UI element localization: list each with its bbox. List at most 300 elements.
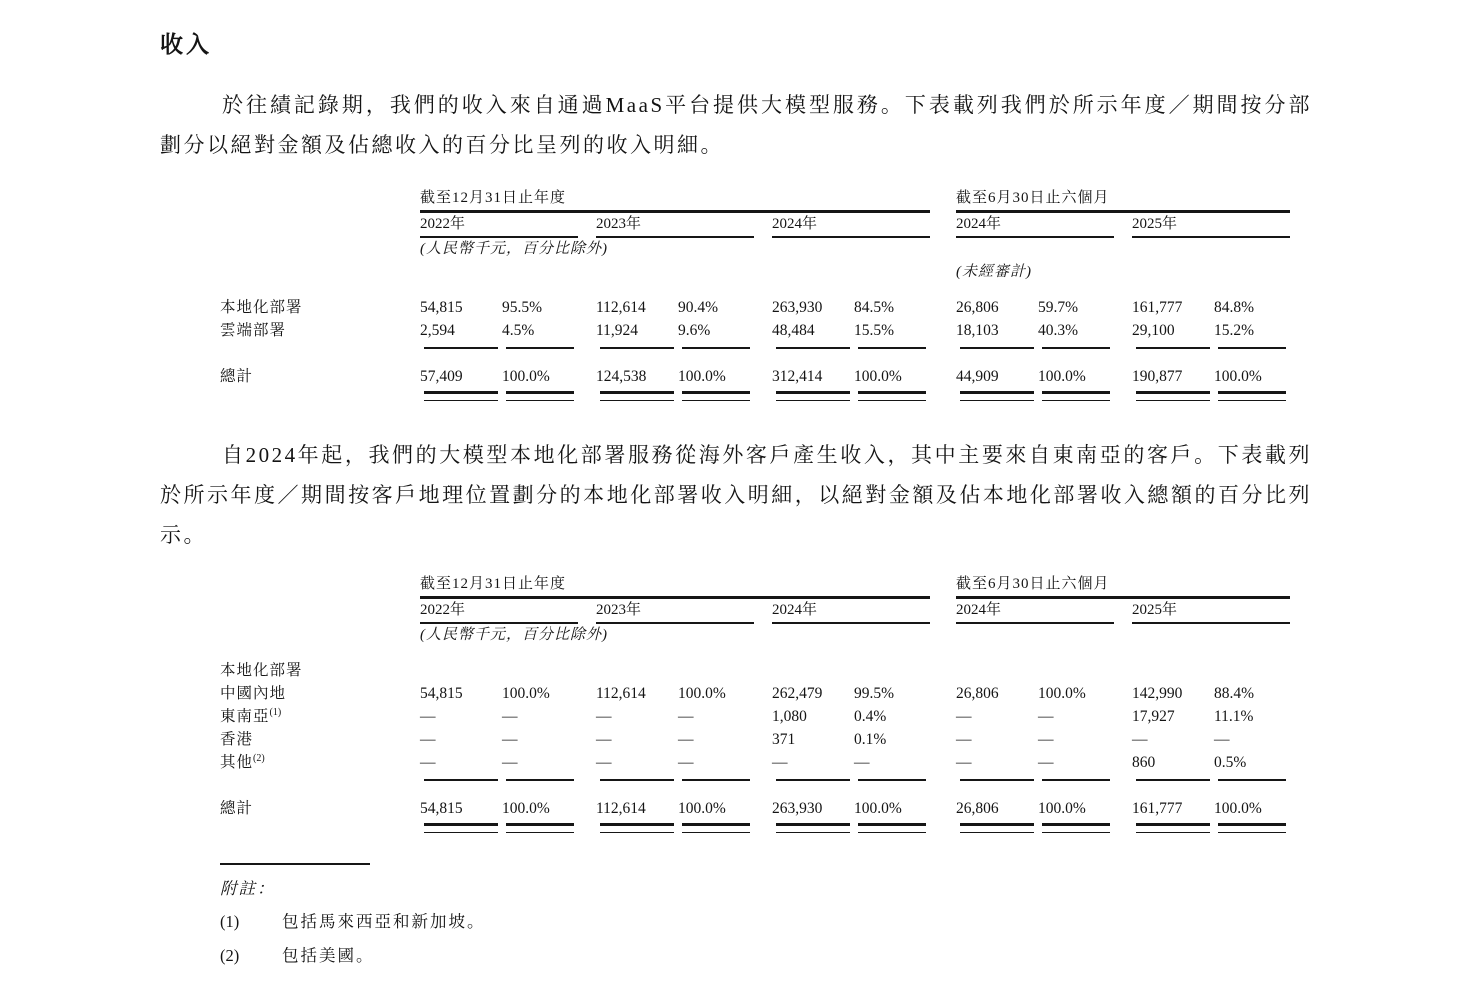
spacer-cell (1114, 296, 1132, 319)
spacer-cell (220, 349, 1290, 365)
spacer-cell (930, 365, 956, 388)
cell-percent: 40.3% (1038, 322, 1079, 339)
table-cell (220, 623, 420, 647)
table-cell (930, 237, 956, 261)
footnote-number: (1) (220, 912, 240, 931)
cell-percent: — (502, 708, 518, 725)
double-rule (420, 388, 502, 401)
table-row (220, 797, 1290, 820)
cell-percent: 100.0% (502, 685, 550, 702)
rule-line (424, 342, 498, 349)
cell-amount: 142,990 (1132, 685, 1183, 702)
cell-percent: 99.5% (854, 685, 895, 702)
spacer-cell (754, 682, 772, 705)
row-label: 本地化部署 (220, 299, 303, 316)
cell-amount: — (420, 754, 436, 771)
cell-percent: — (678, 731, 694, 748)
single-rule (596, 342, 678, 349)
spacer-cell (578, 388, 596, 401)
cell-amount: 312,414 (772, 368, 823, 385)
double-rule (1038, 820, 1114, 833)
cell-amount: — (596, 708, 612, 725)
cell-amount: 44,909 (956, 368, 999, 385)
spacer-cell (754, 820, 772, 833)
table-cell (220, 820, 420, 833)
spacer-cell (930, 728, 956, 751)
spacer-cell (754, 751, 772, 774)
table-row (220, 682, 1290, 705)
row-label: 總計 (220, 368, 254, 385)
rule-line (600, 342, 674, 349)
table-cell (930, 261, 956, 284)
footnote-item (220, 911, 1312, 933)
spacer-cell (578, 820, 596, 833)
cell-amount: 48,484 (772, 322, 815, 339)
rule-line (776, 823, 850, 833)
spacer-cell (578, 319, 596, 342)
single-rule (1038, 774, 1114, 781)
single-rule (678, 342, 754, 349)
single-rule (420, 342, 502, 349)
cell-amount: 57,409 (420, 368, 463, 385)
rule-line (960, 342, 1034, 349)
spacer-cell (578, 598, 596, 624)
spacer-cell (220, 781, 1290, 797)
spacer-cell (578, 342, 596, 349)
double-rule-row (220, 820, 1290, 833)
double-rule (596, 388, 678, 401)
spacer-cell (754, 365, 772, 388)
year-header: 2024年 (956, 212, 1114, 238)
year-header: 2024年 (772, 212, 930, 238)
row-label: 中國內地 (220, 685, 287, 702)
rule-line (1042, 774, 1110, 781)
cell-percent: 84.5% (854, 299, 895, 316)
spacer-cell (578, 728, 596, 751)
year-header-row (220, 212, 1290, 238)
cell-amount (956, 659, 1038, 682)
rule-line (960, 823, 1034, 833)
table-cell (220, 187, 420, 212)
spacer-cell (930, 705, 956, 728)
rule-line (858, 774, 926, 781)
table-cell (956, 237, 1290, 261)
row-label: 其他$^{(2)}$ (220, 752, 265, 771)
spacer-cell (578, 797, 596, 820)
table-cell (220, 573, 420, 598)
spacer-cell (754, 598, 772, 624)
cell-amount: 161,777 (1132, 299, 1183, 316)
row-label: 雲端部署 (220, 322, 287, 339)
rule-line (1136, 774, 1210, 781)
currency-unit-note: (人民幣千元，百分比除外) (420, 627, 608, 643)
spacer-cell (930, 296, 956, 319)
table-row (220, 751, 1290, 774)
cell-percent: — (502, 754, 518, 771)
cell-amount: — (772, 754, 788, 771)
table-cell (930, 573, 956, 598)
single-rule (772, 774, 854, 781)
cell-percent: — (502, 731, 518, 748)
spacer-cell (220, 647, 1290, 659)
cell-amount: 263,930 (772, 299, 823, 316)
spacer-cell (1114, 319, 1132, 342)
footnote-text: 包括美國。 (282, 946, 375, 965)
cell-amount: 112,614 (596, 685, 646, 702)
cell-percent: 9.6% (678, 322, 711, 339)
cell-percent: 100.0% (502, 800, 550, 817)
cell-amount: 54,815 (420, 685, 463, 702)
annual-period-header: 截至12月31日止年度 (420, 187, 930, 212)
year-header: 2022年 (420, 212, 578, 238)
cell-amount: 26,806 (956, 800, 999, 817)
spacer-cell (1114, 598, 1132, 624)
cell-percent: 100.0% (1038, 800, 1086, 817)
single-rule (1038, 342, 1114, 349)
geography-revenue-table-container (220, 573, 1312, 833)
spacer-cell (1114, 797, 1132, 820)
rule-line (858, 342, 926, 349)
cell-percent: 11.1% (1214, 708, 1254, 725)
single-rule (956, 774, 1038, 781)
spacer-cell (754, 705, 772, 728)
cell-amount: 161,777 (1132, 800, 1183, 817)
single-rule (1214, 342, 1290, 349)
rule-line (776, 391, 850, 401)
double-rule (1214, 388, 1290, 401)
spacer-cell (1114, 212, 1132, 238)
cell-amount: — (956, 708, 972, 725)
table-cell (220, 261, 420, 284)
rule-line (682, 774, 750, 781)
cell-percent: 84.8% (1214, 299, 1255, 316)
table-cell (220, 237, 420, 261)
spacer-cell (930, 319, 956, 342)
spacer-cell (754, 319, 772, 342)
cell-amount (596, 659, 678, 682)
rule-line (1136, 391, 1210, 401)
single-rule (956, 342, 1038, 349)
spacer-cell (1114, 682, 1132, 705)
rule-line (424, 774, 498, 781)
cell-percent: 100.0% (678, 685, 726, 702)
rule-line (1218, 391, 1286, 401)
single-rule (1132, 774, 1214, 781)
table-row (220, 659, 1290, 682)
row-label: 東南亞$^{(1)}$ (220, 706, 282, 725)
double-rule (772, 820, 854, 833)
unaudited-note: (未經審計) (956, 264, 1032, 280)
spacer-cell (754, 797, 772, 820)
spacer-cell (754, 342, 772, 349)
spacer-cell (754, 774, 772, 781)
unit-note-row (220, 237, 1290, 261)
rule-line (682, 823, 750, 833)
table-cell (930, 623, 956, 647)
table-row (220, 319, 1290, 342)
segment-revenue-table-container (220, 187, 1312, 401)
cell-percent: — (1214, 731, 1230, 748)
cell-amount: 263,930 (772, 800, 823, 817)
double-rule (678, 820, 754, 833)
rule-line (776, 342, 850, 349)
rule-line (600, 823, 674, 833)
spacer-row (220, 349, 1290, 365)
table-cell (220, 598, 420, 624)
table-cell (956, 623, 1290, 647)
spacer-cell (578, 682, 596, 705)
table-cell (220, 388, 420, 401)
table-cell (220, 774, 420, 781)
single-rule-row (220, 774, 1290, 781)
single-rule (854, 342, 930, 349)
cell-percent: — (678, 708, 694, 725)
spacer-cell (930, 659, 956, 682)
cell-amount (772, 659, 854, 682)
spacer-cell (220, 284, 1290, 296)
double-rule (1132, 820, 1214, 833)
cell-percent (1038, 659, 1114, 682)
single-rule (772, 342, 854, 349)
cell-amount: — (596, 754, 612, 771)
footnote-text: 包括馬來西亞和新加坡。 (282, 912, 486, 931)
interim-period-header: 截至6月30日止六個月 (956, 573, 1290, 598)
cell-amount: — (420, 731, 436, 748)
period-header-row (220, 187, 1290, 212)
cell-percent: — (1038, 731, 1054, 748)
cell-percent: 88.4% (1214, 685, 1255, 702)
rule-line (506, 391, 574, 401)
cell-amount: 26,806 (956, 299, 999, 316)
spacer-cell (754, 659, 772, 682)
rule-line (1218, 342, 1286, 349)
cell-amount: 860 (1132, 754, 1156, 771)
cell-amount: 18,103 (956, 322, 999, 339)
cell-amount: 26,806 (956, 685, 999, 702)
rule-line (506, 823, 574, 833)
rule-line (424, 823, 498, 833)
spacer-cell (1114, 365, 1132, 388)
footnotes-label: 附註： (220, 879, 276, 898)
cell-percent: 59.7% (1038, 299, 1079, 316)
spacer-row (220, 647, 1290, 659)
rule-line (858, 823, 926, 833)
cell-percent: 0.5% (1214, 754, 1247, 771)
cell-amount: — (420, 708, 436, 725)
spacer-cell (930, 388, 956, 401)
cell-percent: 4.5% (502, 322, 535, 339)
single-rule (854, 774, 930, 781)
double-rule (854, 820, 930, 833)
rule-line (1042, 342, 1110, 349)
cell-percent: — (854, 754, 870, 771)
single-rule-row (220, 342, 1290, 349)
spacer-cell (930, 820, 956, 833)
spacer-cell (930, 774, 956, 781)
rule-line (600, 774, 674, 781)
cell-amount (1132, 659, 1214, 682)
cell-amount: 2,594 (420, 322, 455, 339)
cell-percent (1214, 659, 1290, 682)
double-rule (502, 388, 578, 401)
spacer-row (220, 284, 1290, 296)
cell-percent (678, 659, 754, 682)
spacer-cell (1114, 820, 1132, 833)
cell-percent: 95.5% (502, 299, 543, 316)
single-rule (596, 774, 678, 781)
spacer-cell (1114, 728, 1132, 751)
year-header: 2023年 (596, 598, 754, 624)
spacer-cell (930, 342, 956, 349)
table-row (220, 296, 1290, 319)
footnote-item (220, 945, 1312, 967)
cell-percent: — (1038, 754, 1054, 771)
rule-line (600, 391, 674, 401)
cell-amount: 190,877 (1132, 368, 1183, 385)
table-row (220, 705, 1290, 728)
double-rule (596, 820, 678, 833)
cell-amount: 29,100 (1132, 322, 1175, 339)
rule-line (682, 391, 750, 401)
year-header: 2022年 (420, 598, 578, 624)
spacer-cell (754, 388, 772, 401)
spacer-cell (578, 365, 596, 388)
cell-percent: — (678, 754, 694, 771)
cell-percent: 100.0% (678, 800, 726, 817)
spacer-cell (1114, 659, 1132, 682)
spacer-row (220, 781, 1290, 797)
double-rule (772, 388, 854, 401)
unaudited-note-row (220, 261, 1290, 284)
double-rule (678, 388, 754, 401)
double-rule-row (220, 388, 1290, 401)
cell-percent: 100.0% (854, 800, 902, 817)
single-rule (1132, 342, 1214, 349)
spacer-cell (578, 751, 596, 774)
cell-percent: 90.4% (678, 299, 719, 316)
table-cell (1132, 261, 1290, 284)
interim-period-header: 截至6月30日止六個月 (956, 187, 1290, 212)
page-title: 收入 (160, 32, 212, 57)
period-header-row (220, 573, 1290, 598)
localized-deployment-by-geography-table (220, 573, 1290, 833)
table-cell (220, 212, 420, 238)
rule-line (506, 774, 574, 781)
spacer-cell (578, 659, 596, 682)
cell-amount: — (596, 731, 612, 748)
cell-percent: 100.0% (1038, 368, 1086, 385)
table-cell (930, 187, 956, 212)
spacer-cell (754, 212, 772, 238)
table-cell (1114, 261, 1132, 284)
rule-line (776, 774, 850, 781)
spacer-cell (930, 682, 956, 705)
spacer-cell (930, 797, 956, 820)
cell-amount: 124,538 (596, 368, 647, 385)
cell-amount (420, 659, 502, 682)
double-rule (956, 820, 1038, 833)
double-rule (956, 388, 1038, 401)
spacer-cell (1114, 388, 1132, 401)
cell-percent: 15.2% (1214, 322, 1255, 339)
spacer-cell (578, 774, 596, 781)
year-header: 2024年 (956, 598, 1114, 624)
spacer-cell (754, 296, 772, 319)
revenue-by-segment-table (220, 187, 1290, 401)
cell-percent: 100.0% (1214, 800, 1262, 817)
single-rule (502, 342, 578, 349)
unit-note-row (220, 623, 1290, 647)
cell-percent: — (1038, 708, 1054, 725)
double-rule (420, 820, 502, 833)
year-header: 2023年 (596, 212, 754, 238)
cell-amount: 54,815 (420, 800, 463, 817)
double-rule (854, 388, 930, 401)
rule-line (1042, 391, 1110, 401)
cell-amount: 262,479 (772, 685, 823, 702)
spacer-cell (930, 751, 956, 774)
cell-amount: 17,927 (1132, 708, 1175, 725)
cell-amount: 112,614 (596, 800, 646, 817)
single-rule (678, 774, 754, 781)
rule-line (1218, 823, 1286, 833)
cell-amount: 1,080 (772, 708, 807, 725)
spacer-cell (1114, 342, 1132, 349)
table-cell (220, 342, 420, 349)
spacer-cell (1114, 751, 1132, 774)
rule-line (424, 391, 498, 401)
cell-percent: 100.0% (854, 368, 902, 385)
year-header: 2024年 (772, 598, 930, 624)
cell-amount: — (1132, 731, 1148, 748)
geography-paragraph: 自2024年起，我們的大模型本地化部署服務從海外客戶產生收入，其中主要來自東南亞的客戶。下表載列於所示年度／期間按客戶地理位置劃分的本地化部署收入明細，以絕對金額及佔本地化部署收入總額的百分比列示。 (160, 443, 1312, 547)
intro-paragraph: 於往績記錄期，我們的收入來自通過MaaS平台提供大模型服務。下表載列我們於所示年度／期間按分部劃分以絕對金額及佔總收入的百分比呈列的收入明細。 (160, 93, 1312, 157)
annual-period-header: 截至12月31日止年度 (420, 573, 930, 598)
row-label: 香港 (220, 731, 254, 748)
cell-amount: 54,815 (420, 299, 463, 316)
spacer-cell (930, 598, 956, 624)
row-label: 總計 (220, 800, 254, 817)
spacer-cell (754, 728, 772, 751)
cell-percent: 0.4% (854, 708, 887, 725)
year-header: 2025年 (1132, 598, 1290, 624)
rule-line (682, 342, 750, 349)
rule-line (1136, 342, 1210, 349)
spacer-cell (930, 212, 956, 238)
cell-percent: 100.0% (1214, 368, 1262, 385)
cell-percent: 0.1% (854, 731, 887, 748)
spacer-cell (1114, 705, 1132, 728)
rule-line (960, 391, 1034, 401)
table-row (220, 728, 1290, 751)
rule-line (1218, 774, 1286, 781)
rule-line (1042, 823, 1110, 833)
year-header: 2025年 (1132, 212, 1290, 238)
rule-line (960, 774, 1034, 781)
single-rule (420, 774, 502, 781)
rule-line (1136, 823, 1210, 833)
double-rule (1132, 388, 1214, 401)
spacer-cell (578, 212, 596, 238)
cell-amount: 112,614 (596, 299, 646, 316)
year-header-row (220, 598, 1290, 624)
table-cell (420, 261, 930, 284)
double-rule (502, 820, 578, 833)
cell-amount: — (956, 754, 972, 771)
cell-percent: 100.0% (1038, 685, 1086, 702)
footnote-divider (220, 863, 370, 865)
double-rule (1038, 388, 1114, 401)
